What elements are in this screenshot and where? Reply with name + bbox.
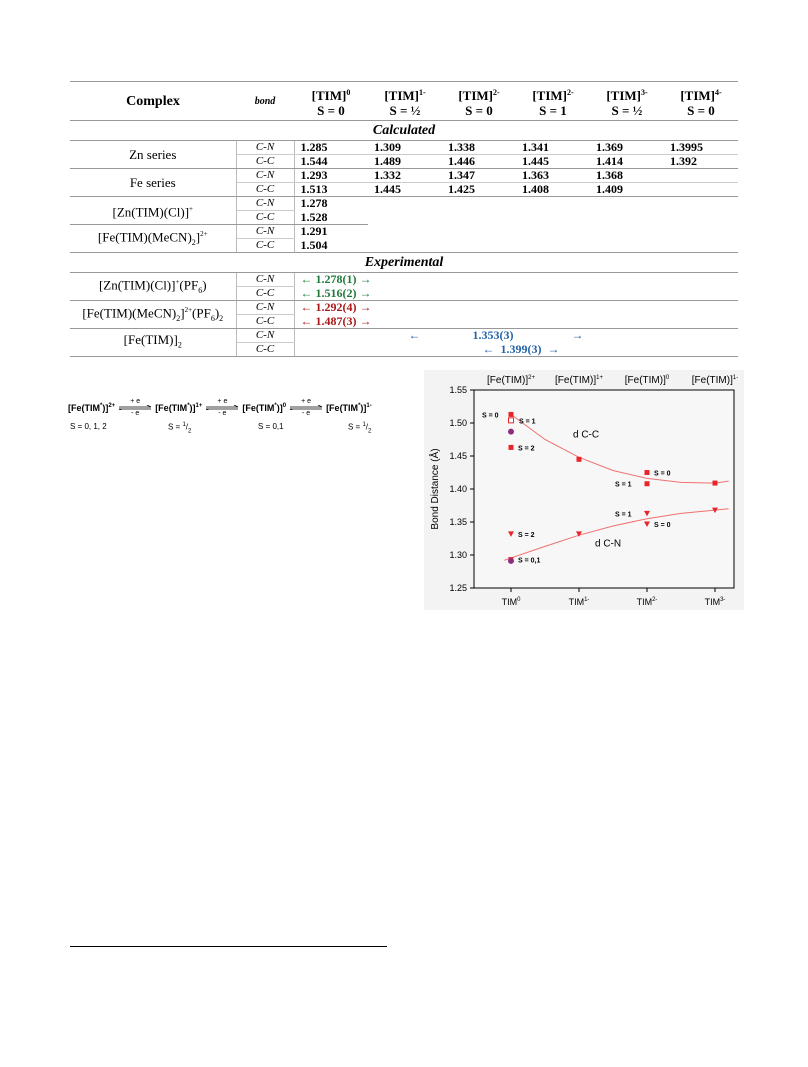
- value-cell: 1.445: [368, 183, 442, 197]
- table-row: [70, 141, 738, 155]
- header-complex: Complex: [70, 82, 236, 121]
- section-calculated: Calculated: [70, 121, 738, 141]
- bond-type: C-C: [236, 183, 294, 197]
- value-cell: 1.309: [368, 141, 442, 155]
- chart-svg: [424, 370, 744, 610]
- bond-type: C-N: [236, 273, 294, 287]
- table-row: [70, 225, 738, 239]
- spin-label: $S = ^1/_2$: [168, 422, 192, 435]
- value-cell: 1.489: [368, 155, 442, 169]
- point-label: S = 0,1: [518, 557, 541, 565]
- series-label-cn: d C-N: [595, 538, 622, 550]
- value-cell: 1.409: [590, 183, 664, 197]
- data-point-exp: [508, 558, 514, 564]
- bond-type: C-N: [236, 329, 294, 343]
- spin-label: S = 0, 1, 2: [70, 422, 107, 431]
- value-cell: 1.504: [294, 239, 368, 253]
- table-row: [70, 197, 738, 211]
- bond-type: C-N: [236, 225, 294, 239]
- data-point-cc: [509, 412, 514, 417]
- table-row: [70, 169, 738, 183]
- y-axis-label: Bond Distance (Å): [430, 448, 441, 530]
- value-cell: 1.425: [442, 183, 516, 197]
- value-cell: 1.278: [300, 196, 328, 211]
- row-label-zn-cl-pf6: $[Zn(TIM)(Cl)]^+(PF_6)$: [70, 273, 236, 301]
- spin-label: S = 0,1: [258, 422, 284, 431]
- y-tick-label: 1.45: [449, 451, 467, 461]
- redox-scheme: [68, 398, 408, 435]
- value-cell: 1.369: [590, 141, 664, 155]
- header-tim-5: [TIM]$^{4-}$ S = 0: [664, 82, 738, 121]
- value-cell: 1.368: [590, 169, 664, 183]
- bond-distance-chart: [424, 370, 744, 610]
- section-experimental: Experimental: [70, 253, 738, 273]
- value-cell: 1.414: [590, 155, 664, 169]
- equilibrium-arrow-icon: [118, 405, 152, 410]
- value-cell: 1.392: [664, 155, 738, 169]
- value-cell: ← 1.487(3) →: [294, 315, 738, 329]
- data-point-cc: [645, 470, 650, 475]
- species-fe-1plus: $[Fe(TIM^*)]^{1+}$: [155, 402, 203, 413]
- value-cell: 1.285: [294, 141, 368, 155]
- data-point-cc: [713, 481, 718, 486]
- row-label-fe-series: Fe series: [70, 169, 236, 197]
- value-cell: 1.332: [368, 169, 442, 183]
- species-fe-1minus: $[Fe(TIM^*)]^{1-}$: [326, 402, 372, 413]
- point-label: S = 1: [615, 511, 632, 519]
- value-cell: [664, 169, 738, 183]
- value-cell: 1.513: [294, 183, 368, 197]
- point-label: S = 1: [615, 481, 632, 489]
- value-cell: 1.338: [442, 141, 516, 155]
- value-cell: ← 1.292(4) →: [300, 300, 372, 315]
- table-row: [70, 329, 738, 343]
- x-tick-label: $TIM^{2-}$: [636, 597, 658, 607]
- table-row: [70, 301, 738, 315]
- value-cell: ← 1.353(3) →: [408, 328, 584, 343]
- point-label: S = 0: [654, 470, 671, 478]
- bond-type: C-C: [236, 239, 294, 253]
- equilibrium-arrow: + e - e: [118, 398, 152, 417]
- bond-type: C-C: [236, 287, 294, 301]
- y-tick-label: 1.40: [449, 484, 467, 494]
- value-cell: [664, 183, 738, 197]
- bond-type: C-C: [236, 343, 294, 357]
- bond-distance-table: [70, 81, 738, 357]
- data-point-cc: [577, 457, 582, 462]
- data-point-cc: [509, 445, 514, 450]
- data-point-open: [509, 418, 514, 423]
- point-label: S = 0: [654, 521, 671, 529]
- point-label: S = 1: [519, 418, 536, 426]
- y-tick-label: 1.50: [449, 418, 467, 428]
- table-header-row: [70, 82, 738, 121]
- x-tick-label: $TIM^{1-}$: [568, 597, 590, 607]
- bond-type: C-C: [236, 315, 294, 329]
- footnote-rule: [70, 946, 387, 947]
- row-label-zn-cl: [Zn(TIM)(Cl)]+: [70, 197, 236, 225]
- y-tick-label: 1.55: [449, 385, 467, 395]
- y-tick-label: 1.25: [449, 583, 467, 593]
- y-tick-label: 1.30: [449, 550, 467, 560]
- equilibrium-arrow-icon: [289, 405, 323, 410]
- y-tick-label: 1.35: [449, 517, 467, 527]
- point-label: S = 2: [518, 445, 535, 453]
- value-cell: 1.341: [516, 141, 590, 155]
- value-cell: 1.408: [516, 183, 590, 197]
- point-label: S = 0: [482, 412, 499, 420]
- value-cell: 1.291: [300, 224, 328, 239]
- value-cell: ← 1.399(3) →: [294, 343, 738, 357]
- bond-type: C-N: [236, 301, 294, 315]
- table-row: [70, 273, 738, 287]
- equilibrium-arrow-icon: [205, 405, 239, 410]
- bond-type: C-C: [236, 211, 294, 225]
- top-label: $[Fe(TIM)]^{2+}$: [487, 375, 535, 386]
- value-cell: ← 1.516(2) →: [294, 287, 738, 301]
- bond-type: C-N: [236, 197, 294, 211]
- value-cell: 1.544: [294, 155, 368, 169]
- bond-type: C-N: [236, 141, 294, 155]
- value-cell: 1.347: [442, 169, 516, 183]
- bond-type: C-N: [236, 169, 294, 183]
- row-label-fe-mecn: $[Fe(TIM)(MeCN)_2]^{2+}$: [70, 225, 236, 253]
- bond-type: C-C: [236, 155, 294, 169]
- value-cell: 1.528: [294, 211, 368, 225]
- data-point-exp: [508, 429, 514, 435]
- top-label: $[Fe(TIM)]^{1+}$: [555, 375, 603, 386]
- value-cell: 1.293: [294, 169, 368, 183]
- data-point-cc: [645, 481, 650, 486]
- row-label-fe-mecn-pf6: $[Fe(TIM)(MeCN)_2]^{2+}(PF_6)_2$: [70, 301, 236, 329]
- header-tim-3: [TIM]$^{2-}$ S = 1: [516, 82, 590, 121]
- x-tick-label: $TIM^{3-}$: [704, 597, 726, 607]
- species-fe-2plus: $[Fe(TIM^*)]^{2+}$: [68, 402, 116, 413]
- value-cell: 1.363: [516, 169, 590, 183]
- header-bond: bond: [236, 82, 294, 121]
- top-label: $[Fe(TIM)]^{1-}$: [691, 375, 739, 386]
- value-cell: ← 1.278(1) →: [300, 272, 372, 287]
- value-cell: 1.3995: [664, 141, 738, 155]
- species-fe-0: $[Fe(TIM^*)]^0$: [242, 402, 287, 413]
- series-label-cc: d C-C: [573, 429, 600, 441]
- equilibrium-arrow: + e - e: [289, 398, 323, 417]
- spin-label: $S = ^1/_2$: [348, 422, 372, 435]
- row-label-zn-series: Zn series: [70, 141, 236, 169]
- header-tim-2: [TIM]$^{2-}$ S = 0: [442, 82, 516, 121]
- top-label: $[Fe(TIM)]^0$: [624, 375, 670, 386]
- value-cell: 1.445: [516, 155, 590, 169]
- redox-equation: [68, 398, 408, 417]
- header-tim-1: [TIM]$^{1-}$ S = ½: [368, 82, 442, 121]
- row-label-fe-dimer: $[Fe(TIM)]_2$: [70, 329, 236, 357]
- header-tim-4: [TIM]$^{3-}$ S = ½: [590, 82, 664, 121]
- point-label: S = 2: [518, 531, 535, 539]
- x-tick-label: TIM$^0$: [501, 597, 521, 607]
- equilibrium-arrow: + e - e: [205, 398, 239, 417]
- value-cell: 1.446: [442, 155, 516, 169]
- header-tim-0: [TIM]$^0$ S = 0: [294, 82, 368, 121]
